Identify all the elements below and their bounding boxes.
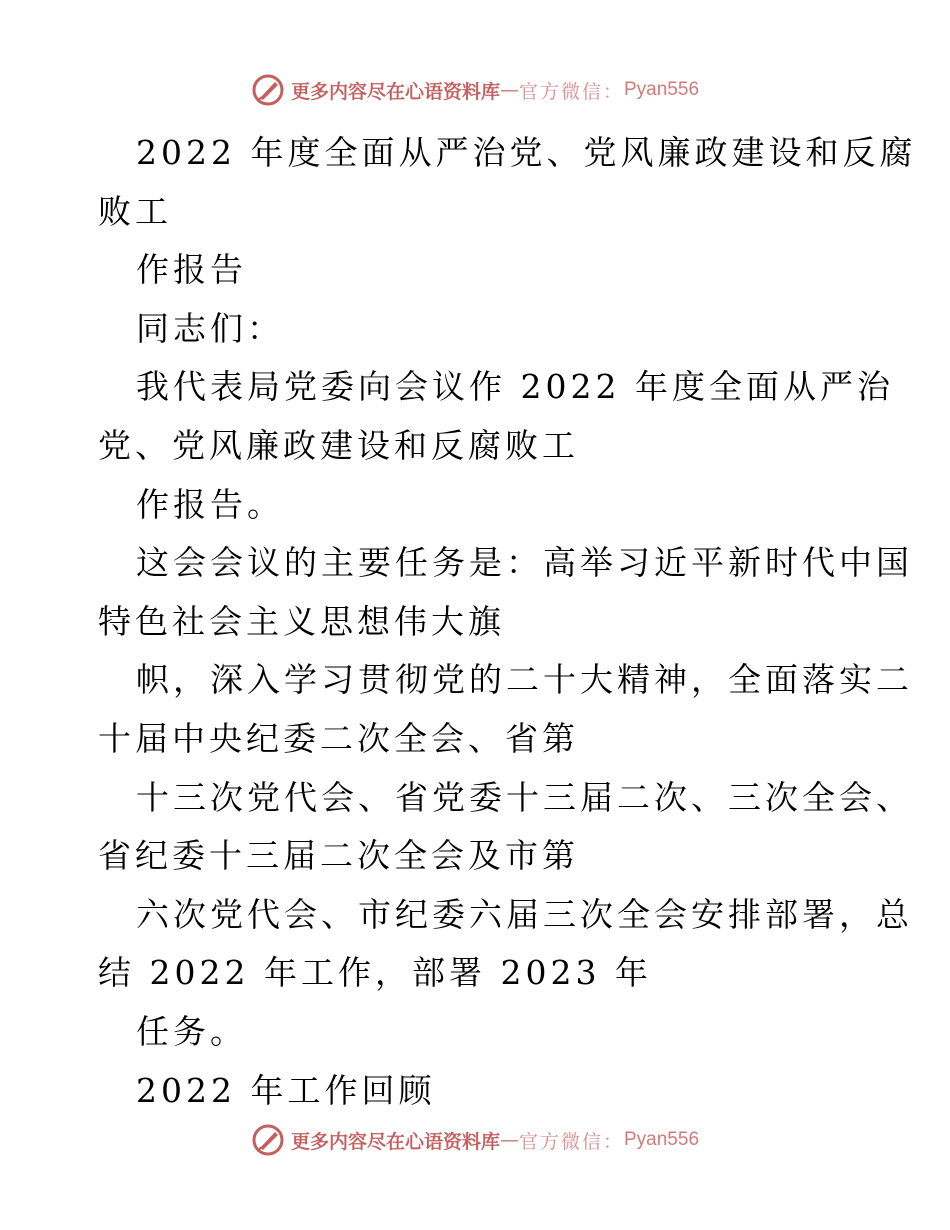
text-line: 作报告。 <box>136 484 284 524</box>
document-body <box>98 124 917 1120</box>
watermark-brand: 更多内容尽在心语资料库 <box>290 80 500 103</box>
text-line: 十届中央纪委二次全会、省第 <box>98 718 579 758</box>
text-line: 六次党代会、市纪委六届三次全会安排部署，总 <box>136 894 913 934</box>
quill-logo-icon <box>251 73 285 107</box>
text-line: 结 2022 年工作，部署 2023 年 <box>98 953 652 993</box>
text-line: 帜，深入学习贯彻党的二十大精神，全面落实二 <box>136 660 913 700</box>
text-line: 十三次党代会、省党委十三届二次、三次全会、 <box>136 777 913 817</box>
watermark-separator: — <box>499 1129 519 1151</box>
watermark-account: Pyan556 <box>624 1129 700 1150</box>
text-line: 这会会议的主要任务是：高举习近平新时代中国 <box>136 543 913 583</box>
text-line: 我代表局党委向会议作 2022 年度全面从严治 <box>136 367 894 407</box>
watermark-footer <box>0 1120 950 1160</box>
quill-logo-icon <box>251 1123 285 1157</box>
watermark-label: 官方微信： <box>518 80 624 103</box>
text-line: 2022 年度全面从严治党、党风廉政建设和反腐 <box>136 133 917 172</box>
text-line: 2022 年工作回顾 <box>136 1070 436 1110</box>
watermark-header <box>0 70 950 110</box>
text-line: 同志们： <box>136 308 284 348</box>
watermark-brand: 更多内容尽在心语资料库 <box>290 1130 500 1153</box>
text-line: 作报告 <box>136 250 247 290</box>
text-line: 党、党风廉政建设和反腐败工 <box>98 425 579 465</box>
watermark-label: 官方微信： <box>518 1130 624 1153</box>
text-line: 省纪委十三届二次全会及市第 <box>98 836 579 876</box>
watermark-account: Pyan556 <box>624 79 700 100</box>
watermark-separator: — <box>499 79 519 101</box>
text-line: 败工 <box>98 191 172 231</box>
text-line: 特色社会主义思想伟大旗 <box>98 601 505 641</box>
text-line: 任务。 <box>136 1011 247 1051</box>
